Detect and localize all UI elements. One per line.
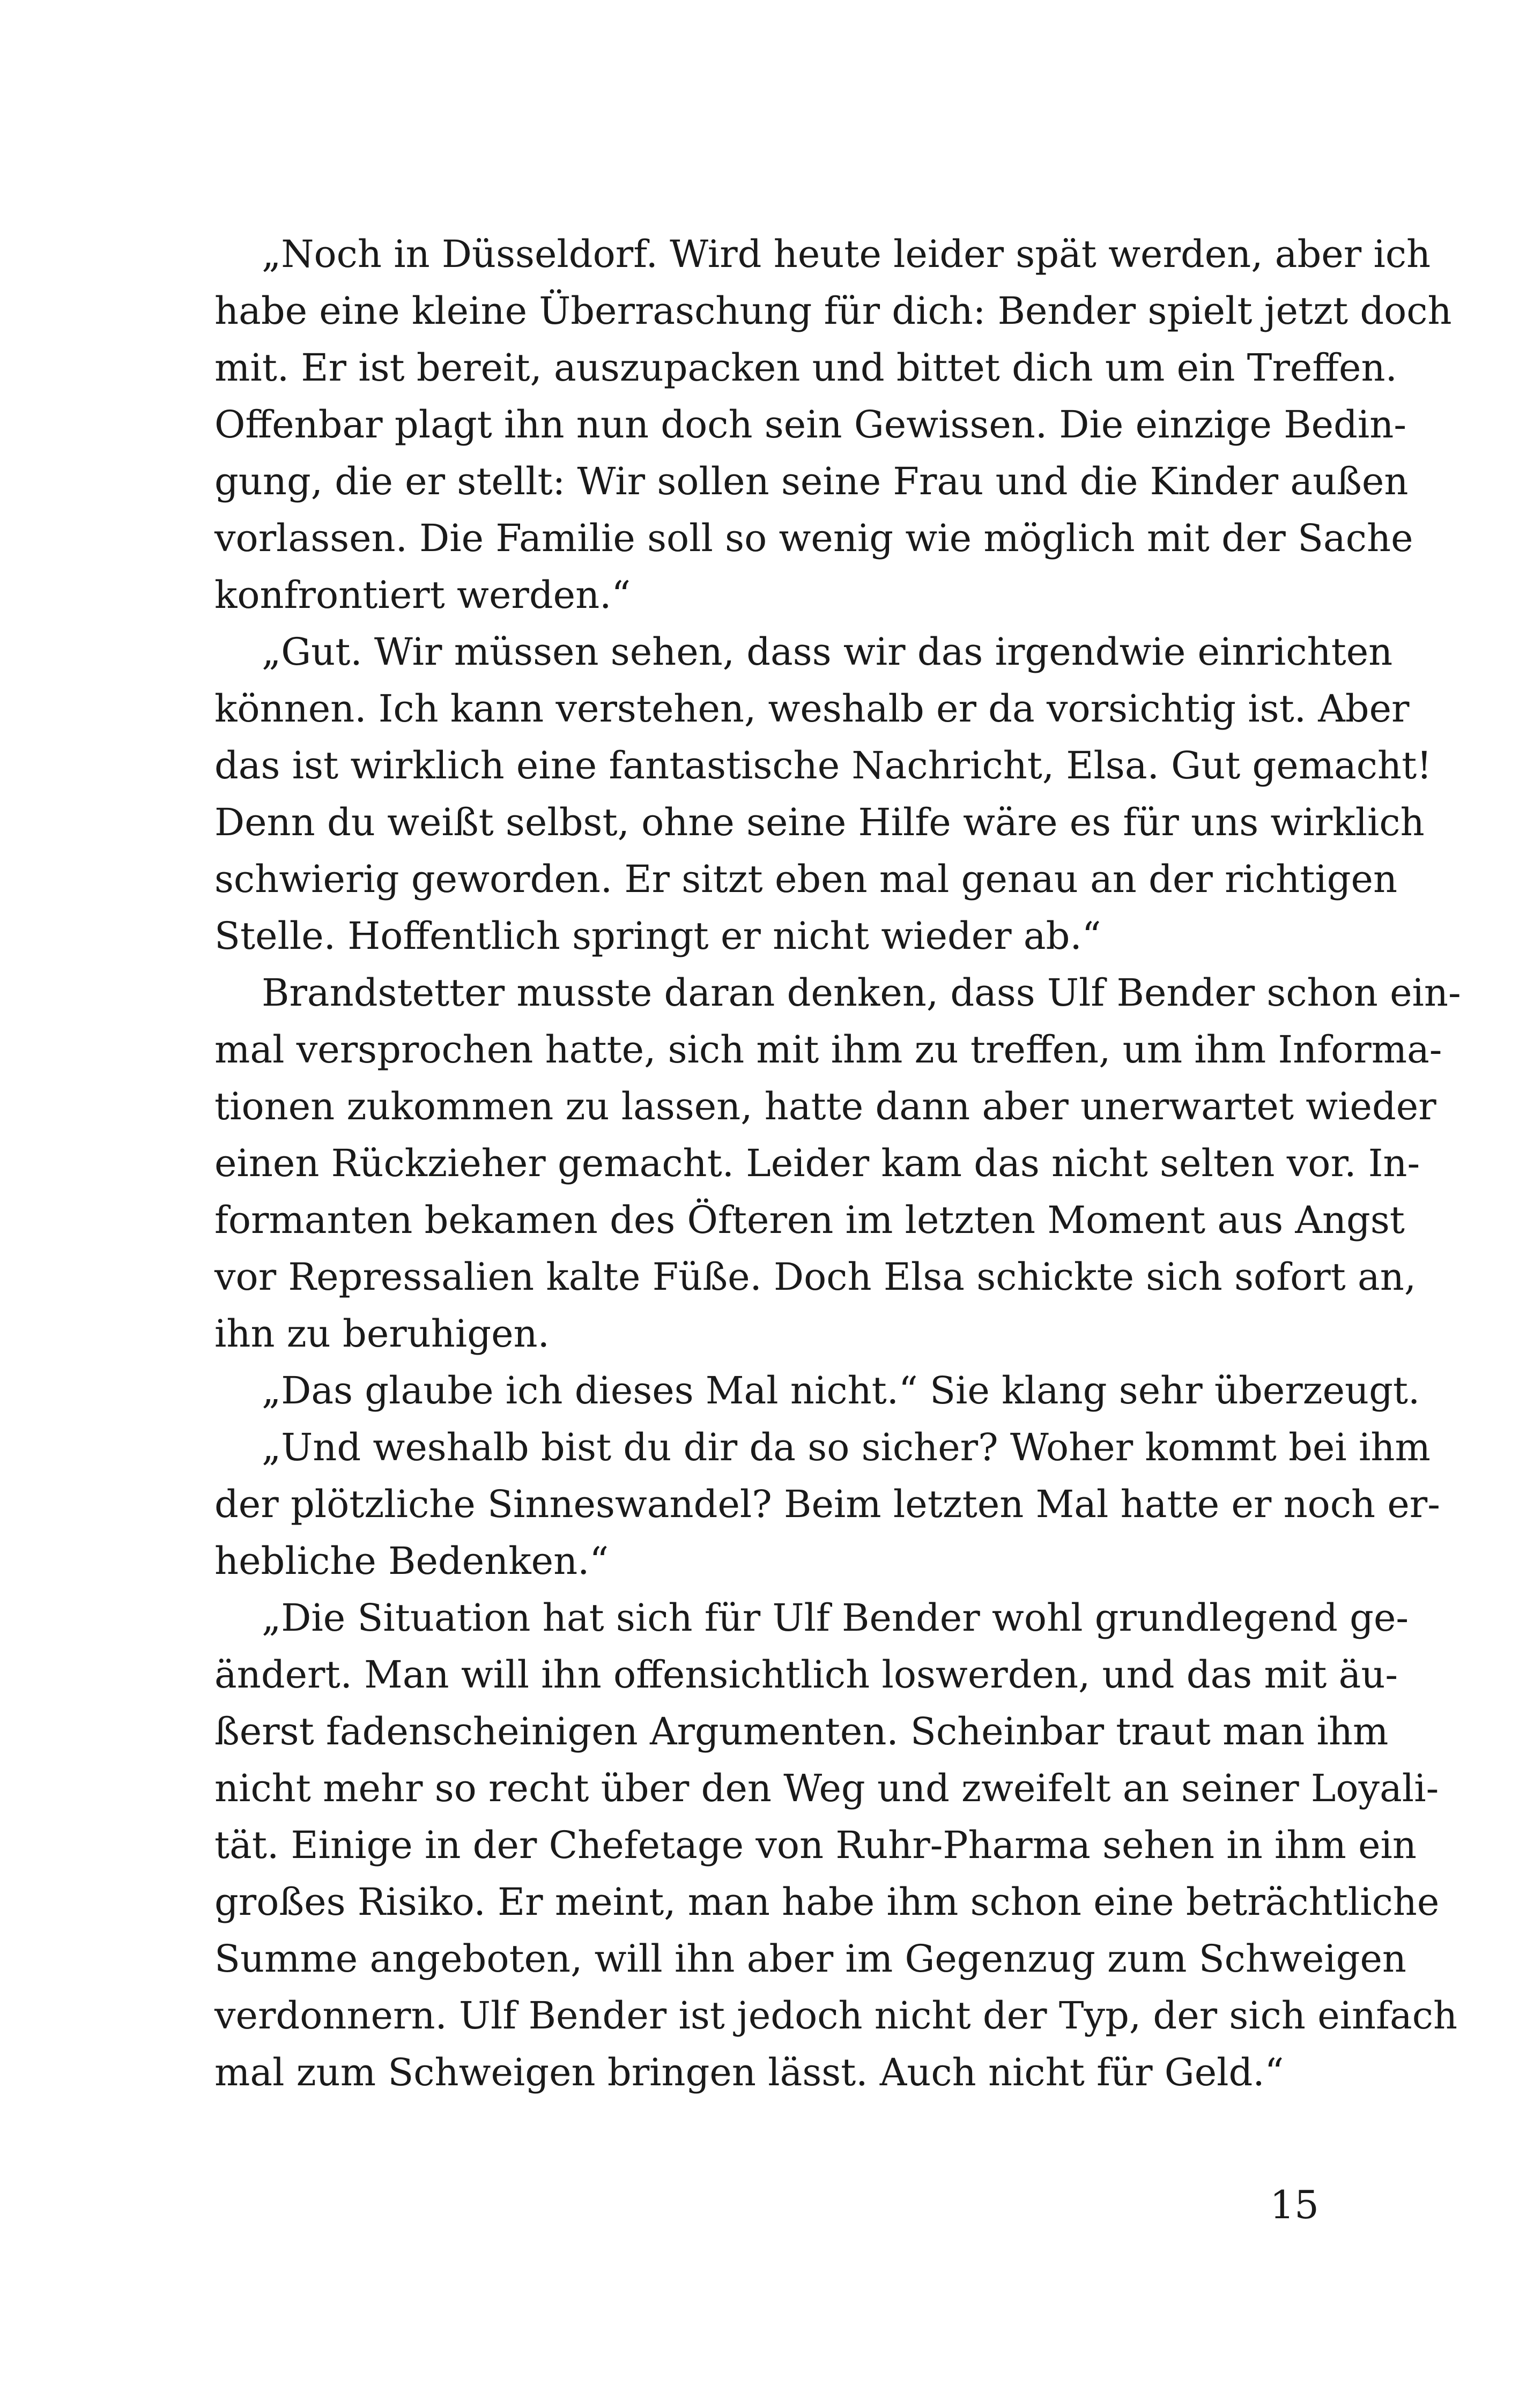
text-line: Denn du weißt selbst, ohne seine Hilfe wäre es für uns wirklich	[214, 800, 1425, 844]
text-line: der plötzliche Sinneswandel? Beim letzten Mal hatte er noch er-	[214, 1482, 1440, 1526]
text-line: hebliche Bedenken.“	[214, 1539, 609, 1583]
body-text	[214, 226, 1461, 2101]
text-line: tät. Einige in der Chefetage von Ruhr-Pharma sehen in ihm ein	[214, 1823, 1417, 1867]
text-line: mit. Er ist bereit, auszupacken und bittet dich um ein Treffen.	[214, 346, 1397, 390]
text-line: großes Risiko. Er meint, man habe ihm schon eine beträchtliche	[214, 1880, 1440, 1924]
text-line: ihn zu beruhigen.	[214, 1312, 550, 1356]
text-line: nicht mehr so recht über den Weg und zweifelt an seiner Loyali-	[214, 1766, 1439, 1810]
text-line: „Die Situation hat sich für Ulf Bender wohl grundlegend ge-	[262, 1596, 1409, 1640]
text-line: habe eine kleine Überraschung für dich: Bender spielt jetzt doch	[214, 289, 1452, 333]
text-line: Offenbar plagt ihn nun doch sein Gewissen. Die einzige Bedin-	[214, 403, 1407, 447]
text-line: verdonnern. Ulf Bender ist jedoch nicht der Typ, der sich einfach	[214, 1994, 1458, 2038]
text-line: „Noch in Düsseldorf. Wird heute leider spät werden, aber ich	[262, 232, 1431, 276]
text-line: „Und weshalb bist du dir da so sicher? Woher kommt bei ihm	[262, 1425, 1431, 1469]
text-line: mal versprochen hatte, sich mit ihm zu treffen, um ihm Informa-	[214, 1028, 1442, 1072]
text-line: mal zum Schweigen bringen lässt. Auch nicht für Geld.“	[214, 2050, 1284, 2094]
text-line: schwierig geworden. Er sitzt eben mal genau an der richtigen	[214, 857, 1398, 901]
text-line: konfrontiert werden.“	[214, 573, 631, 617]
text-line: formanten bekamen des Öfteren im letzten Moment aus Angst	[214, 1198, 1405, 1242]
text-line: „Das glaube ich dieses Mal nicht.“ Sie klang sehr überzeugt.	[262, 1369, 1420, 1413]
page-number: 15	[1270, 2182, 1319, 2227]
text-line: vorlassen. Die Familie soll so wenig wie möglich mit der Sache	[214, 516, 1413, 560]
text-line: einen Rückzieher gemacht. Leider kam das nicht selten vor. In-	[214, 1141, 1420, 1185]
text-line: „Gut. Wir müssen sehen, dass wir das irgendwie einrichten	[262, 630, 1393, 674]
text-line: ßerst fadenscheinigen Argumenten. Scheinbar traut man ihm	[214, 1710, 1389, 1753]
text-line: Summe angeboten, will ihn aber im Gegenzug zum Schweigen	[214, 1937, 1407, 1981]
text-line: Brandstetter musste daran denken, dass Ulf Bender schon ein-	[262, 971, 1461, 1015]
text-line: ändert. Man will ihn offensichtlich loswerden, und das mit äu-	[214, 1653, 1398, 1697]
text-line: gung, die er stellt: Wir sollen seine Frau und die Kinder außen	[214, 459, 1409, 503]
text-line: tionen zukommen zu lassen, hatte dann aber unerwartet wieder	[214, 1084, 1436, 1128]
text-line: das ist wirklich eine fantastische Nachricht, Elsa. Gut gemacht!	[214, 744, 1432, 787]
text-line: Stelle. Hoffentlich springt er nicht wieder ab.“	[214, 914, 1101, 958]
text-line: können. Ich kann verstehen, weshalb er da vorsichtig ist. Aber	[214, 687, 1410, 731]
text-line: vor Repressalien kalte Füße. Doch Elsa schickte sich sofort an,	[214, 1255, 1417, 1299]
